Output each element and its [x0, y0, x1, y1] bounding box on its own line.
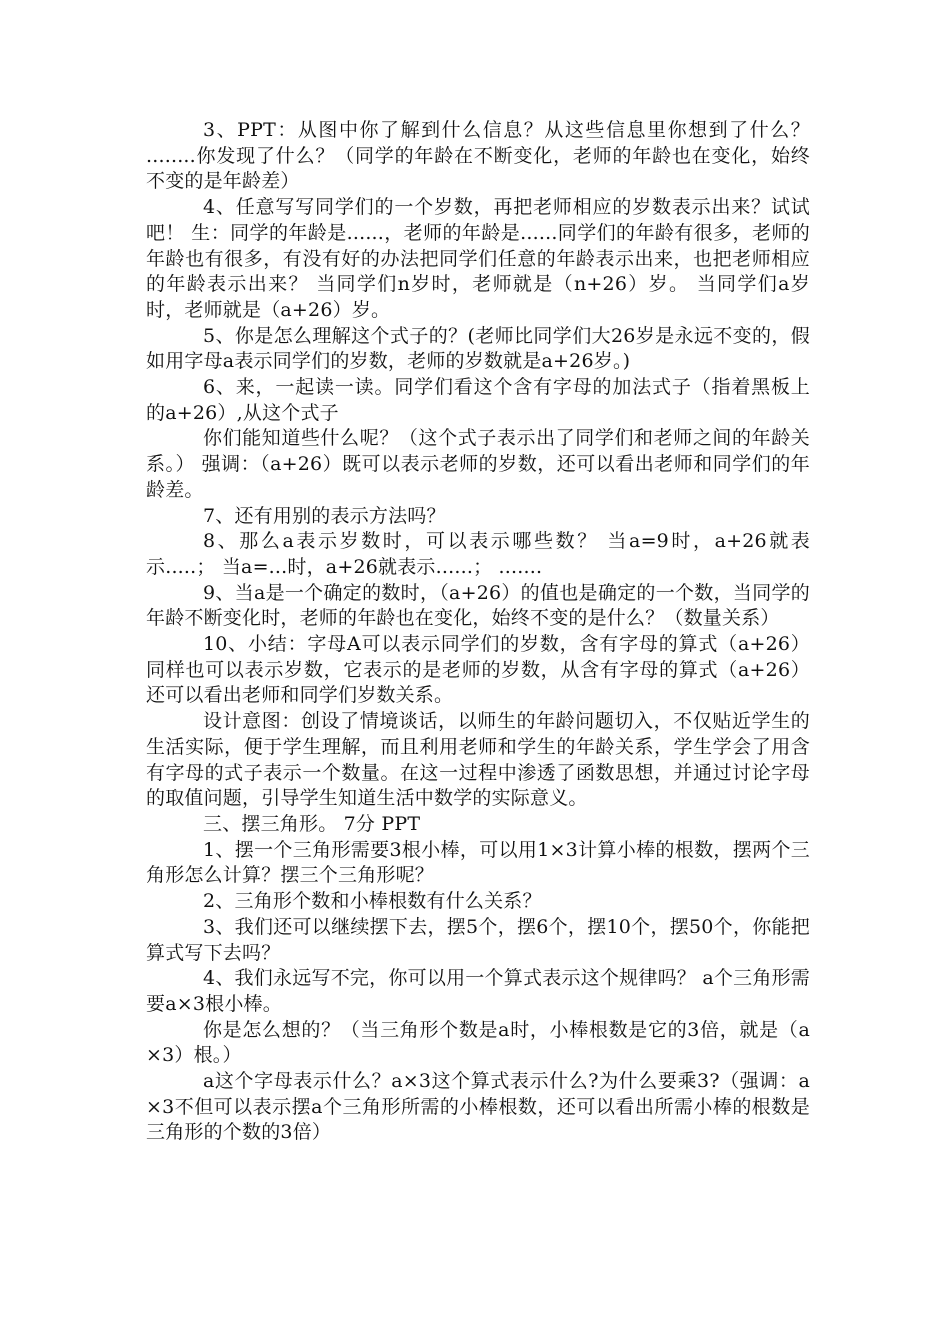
paragraph-triangle-1: 1、摆一个三角形需要3根小棒，可以用1×3计算小棒的根数，摆两个三角形怎么计算？摆三个三角形呢？	[146, 838, 810, 887]
paragraph-triangle-4: 4、我们永远写不完，你可以用一个算式表示这个规律吗？ a个三角形需要a×3根小棒。	[146, 967, 810, 1015]
paragraph-read-together: 6、来，一起读一读。同学们看这个含有字母的加法式子（指着黑板上的a+26）,从这个式子	[146, 376, 810, 424]
paragraph-design-intent: 设计意图：创设了情境谈话，以师生的年龄问题切入，不仅贴近学生的生活实际，便于学生理解，而且利用老师和学生的年龄关系，学生学会了用含有字母的式子表示一个数量。在这一过程中渗透了函数思想，并通过讨论字母的取值问题，引导学生知道生活中数学的实际意义。	[146, 710, 810, 810]
paragraph-triangle-2: 2、三角形个数和小棒根数有什么关系？	[203, 890, 542, 913]
paragraph-what-know: 你们能知道些什么呢？（这个式子表示出了同学们和老师之间的年龄关系。） 强调：（a+26）既可以表示老师的岁数，还可以看出老师和同学们的年龄差。	[146, 427, 810, 501]
paragraph-a-meaning: a这个字母表示什么？a×3这个算式表示什么?为什么要乘3?（强调：a×3不但可以表示摆a个三角形所需的小棒根数，还可以看出所需小棒的根数是三角形的个数的3倍）	[146, 1070, 810, 1144]
paragraph-age-expression: 4、任意写写同学们的一个岁数，再把老师相应的岁数表示出来？试试吧！ 生：同学的年龄是......，老师的年龄是......同学们的年龄有很多，老师的年龄也有很多，有没有好的办法把同学们任意的年龄表示出来，也把老师相应的年龄表示出来？ 当同学们n岁时，老师就是（n+26）岁。 当同学们a岁时，老师就是（a+26）岁。	[146, 196, 810, 321]
paragraph-ppt-question: 3、PPT：从图中你了解到什么信息？从这些信息里你想到了什么？ ........你发现了什么？（同学的年龄在不断变化，老师的年龄也在变化，始终不变的是年龄差）	[146, 119, 810, 193]
section-heading-triangles: 三、摆三角形。 7分 PPT	[203, 812, 421, 835]
paragraph-summary: 10、小结：字母A可以表示同学们的岁数，含有字母的算式（a+26）同样也可以表示岁数，它表示的是老师的岁数，从含有字母的算式（a+26）还可以看出老师和同学们岁数关系。	[146, 633, 810, 707]
paragraph-understanding: 5、你是怎么理解这个式子的？(老师比同学们大26岁是永远不变的，假如用字母a表示同学们的岁数，老师的岁数就是a+26岁。)	[146, 324, 810, 373]
paragraph-values-of-a: 8、那么a表示岁数时，可以表示哪些数？ 当a=9时，a+26就表示.....； 当a=...时，a+26就表示......； .......	[146, 530, 810, 578]
paragraph-constant-relation: 9、当a是一个确定的数时，（a+26）的值也是确定的一个数，当同学的年龄不断变化时，老师的年龄也在变化，始终不变的是什么？（数量关系）	[146, 581, 810, 630]
paragraph-other-methods: 7、还有用别的表示方法吗？	[203, 504, 446, 527]
paragraph-how-think: 你是怎么想的？（当三角形个数是a时，小棒根数是它的3倍，就是（a×3）根。）	[146, 1018, 810, 1067]
paragraph-triangle-3: 3、我们还可以继续摆下去，摆5个，摆6个，摆10个，摆50个，你能把算式写下去吗？	[146, 915, 810, 964]
document-body	[146, 118, 810, 1146]
